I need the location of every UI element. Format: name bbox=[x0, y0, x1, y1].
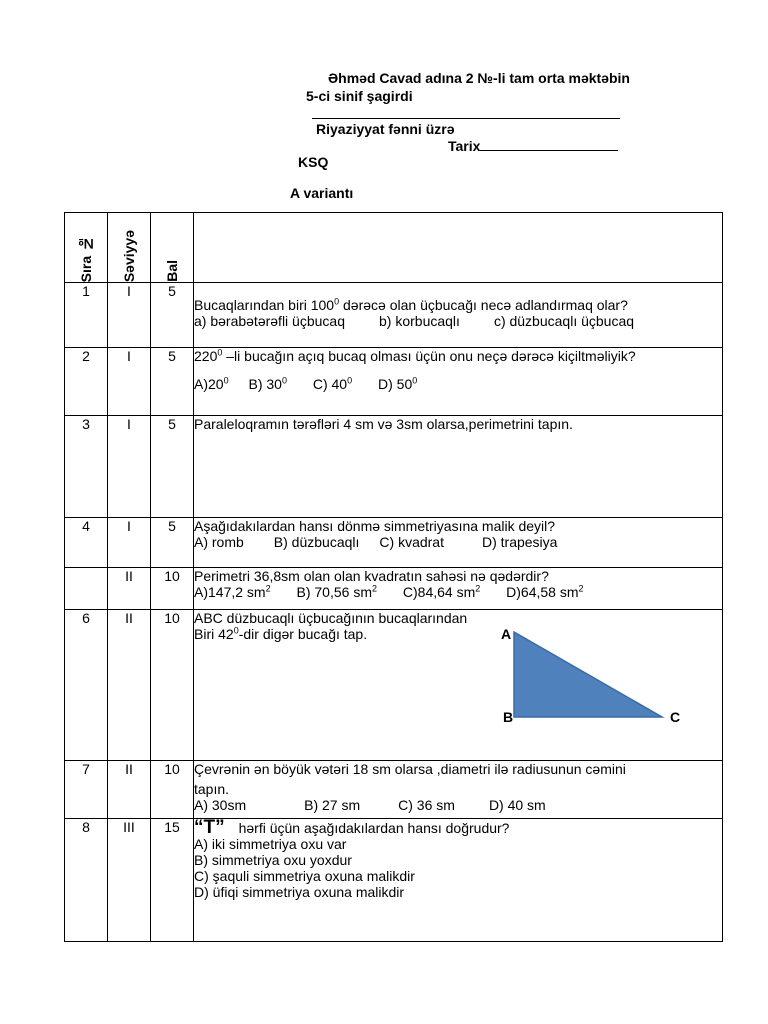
row-points: 5 bbox=[151, 283, 194, 348]
vertex-label-a: A bbox=[501, 626, 512, 642]
row-number: 3 bbox=[65, 416, 108, 518]
option: A) romb bbox=[194, 534, 244, 550]
option: D) $50^0$ bbox=[378, 375, 418, 392]
row-number: 6 bbox=[65, 610, 108, 761]
school-name: Əhməd Cavad adına 2 №-li tam orta məktəbin bbox=[328, 70, 630, 86]
question-5-text: Perimetri 36,8sm olan olan kvadratın sahəsi nə qədərdir? bbox=[194, 568, 549, 584]
date-label: Tarix bbox=[448, 138, 481, 154]
question-3 bbox=[194, 416, 723, 518]
option: C) $40^0$ bbox=[312, 375, 353, 392]
question-8-text: “T” hərfi üçün aşağıdakılardan hansı doğrudur? bbox=[194, 817, 510, 838]
row-points: 5 bbox=[151, 518, 194, 568]
table-row bbox=[65, 610, 723, 761]
option: b) korbucaqlı bbox=[379, 313, 460, 329]
question-6-line1: ABC düzbucaqlı üçbucağının bucaqlarından bbox=[194, 610, 468, 626]
question-7 bbox=[194, 761, 723, 819]
question-7-line1: Çevrənin ən böyük vətəri 18 sm olarsa ,diametri ilə radiusunun cəmini bbox=[194, 761, 626, 777]
option: D) trapesiya bbox=[481, 534, 558, 550]
letter-t: “T” bbox=[194, 817, 225, 838]
table-row bbox=[65, 518, 723, 568]
option: $A)20^0$ bbox=[194, 375, 229, 392]
row-points: 10 bbox=[151, 761, 194, 819]
option: D) 40 sm bbox=[488, 797, 546, 813]
option: C) şaquli simmetriya oxuna malikdir bbox=[194, 868, 415, 884]
table-header-row bbox=[65, 213, 723, 283]
question-2-options bbox=[194, 376, 722, 392]
option: D) üfiqi simmetriya oxuna malikdir bbox=[194, 884, 405, 900]
row-level: I bbox=[108, 348, 151, 416]
question-7-line2: tapın. bbox=[194, 781, 230, 797]
option: D)64,58 $sm^2$ bbox=[506, 583, 584, 600]
date-underline bbox=[480, 138, 618, 151]
option: B) $30^0$ bbox=[248, 375, 287, 392]
row-points: 10 bbox=[151, 568, 194, 610]
table-row bbox=[65, 819, 723, 942]
option: B) 70,56 $sm^2$ bbox=[296, 583, 377, 600]
question-1-options bbox=[194, 313, 722, 329]
question-5 bbox=[194, 568, 723, 610]
option: A)147,2 $sm^2$ bbox=[194, 583, 271, 600]
row-points: 5 bbox=[151, 348, 194, 416]
question-3-text: Paraleloqramın tərəfləri 4 sm və 3sm olarsa,perimetrini tapın. bbox=[194, 416, 573, 432]
question-4 bbox=[194, 518, 723, 568]
question-1 bbox=[194, 283, 723, 348]
header-order-cell bbox=[65, 213, 108, 283]
test-table bbox=[64, 212, 723, 942]
row-number: 2 bbox=[65, 348, 108, 416]
option: a) bərabətərəfli üçbucaq bbox=[194, 313, 345, 329]
vertex-label-b: B bbox=[503, 709, 514, 725]
row-points: 15 bbox=[151, 819, 194, 942]
question-6 bbox=[194, 610, 723, 761]
row-level: II bbox=[108, 761, 151, 819]
option: C) 36 sm bbox=[398, 797, 455, 813]
row-level: II bbox=[108, 568, 151, 610]
table-row bbox=[65, 283, 723, 348]
option: B) düzbucaqlı bbox=[273, 534, 360, 550]
option: C) kvadrat bbox=[379, 534, 444, 550]
option: A) iki simmetriya oxu var bbox=[194, 836, 347, 852]
option: A) 30sm bbox=[194, 797, 247, 813]
subject-line: Riyaziyyat fənni üzrə bbox=[316, 121, 455, 137]
row-number: 4 bbox=[65, 518, 108, 568]
header-level-cell bbox=[108, 213, 151, 283]
row-level: I bbox=[108, 416, 151, 518]
ksq-label: KSQ bbox=[298, 154, 329, 170]
table-row bbox=[65, 416, 723, 518]
question-2 bbox=[194, 348, 723, 416]
question-1-text: Bucaqlarından biri $100^0$ dərəcə olan üçbucağı necə adlandırmaq olar? bbox=[194, 296, 628, 313]
grade-line: 5-ci sinif şagirdi bbox=[306, 88, 413, 104]
option: C)84,64 $sm^2$ bbox=[402, 583, 481, 600]
header-question-cell bbox=[194, 213, 723, 283]
row-number: 7 bbox=[65, 761, 108, 819]
option: B) simmetriya oxu yoxdur bbox=[194, 852, 352, 868]
question-4-text: Aşağıdakılardan hansı dönmə simmetriyasına malik deyil? bbox=[194, 518, 556, 534]
row-number: 8 bbox=[65, 819, 108, 942]
question-6-line2: Biri $42^0$-dir digər bucağı tap. bbox=[194, 625, 368, 642]
question-8 bbox=[194, 819, 723, 942]
row-number: 1 bbox=[65, 283, 108, 348]
option: c) düzbucaqlı üçbucaq bbox=[493, 313, 635, 329]
table-row bbox=[65, 568, 723, 610]
question-2-text: $220^0$ –li bucağın açıq bucaq olması üçün onu neçə dərəcə kiçiltməliyik? bbox=[194, 347, 636, 364]
row-level: III bbox=[108, 819, 151, 942]
row-level: I bbox=[108, 283, 151, 348]
header-points-cell bbox=[151, 213, 194, 283]
right-triangle-shape bbox=[514, 632, 662, 717]
question-5-options bbox=[194, 584, 722, 600]
question-4-options bbox=[194, 534, 722, 550]
vertex-label-c: C bbox=[670, 709, 681, 725]
row-points: 5 bbox=[151, 416, 194, 518]
header-level: Səviyyə bbox=[121, 229, 137, 282]
date-field bbox=[448, 138, 618, 154]
row-level: II bbox=[108, 610, 151, 761]
table-row bbox=[65, 348, 723, 416]
row-points: 10 bbox=[151, 610, 194, 761]
question-7-options bbox=[194, 797, 722, 813]
name-underline bbox=[312, 118, 620, 119]
option: B) 27 sm bbox=[304, 797, 361, 813]
triangle-svg bbox=[188, 626, 717, 736]
header-order: Sıra № bbox=[78, 235, 94, 282]
table-row bbox=[65, 761, 723, 819]
variant-label: A variantı bbox=[290, 185, 354, 201]
header-points: Bal bbox=[164, 260, 180, 282]
row-level: I bbox=[108, 518, 151, 568]
row-number bbox=[65, 568, 108, 610]
